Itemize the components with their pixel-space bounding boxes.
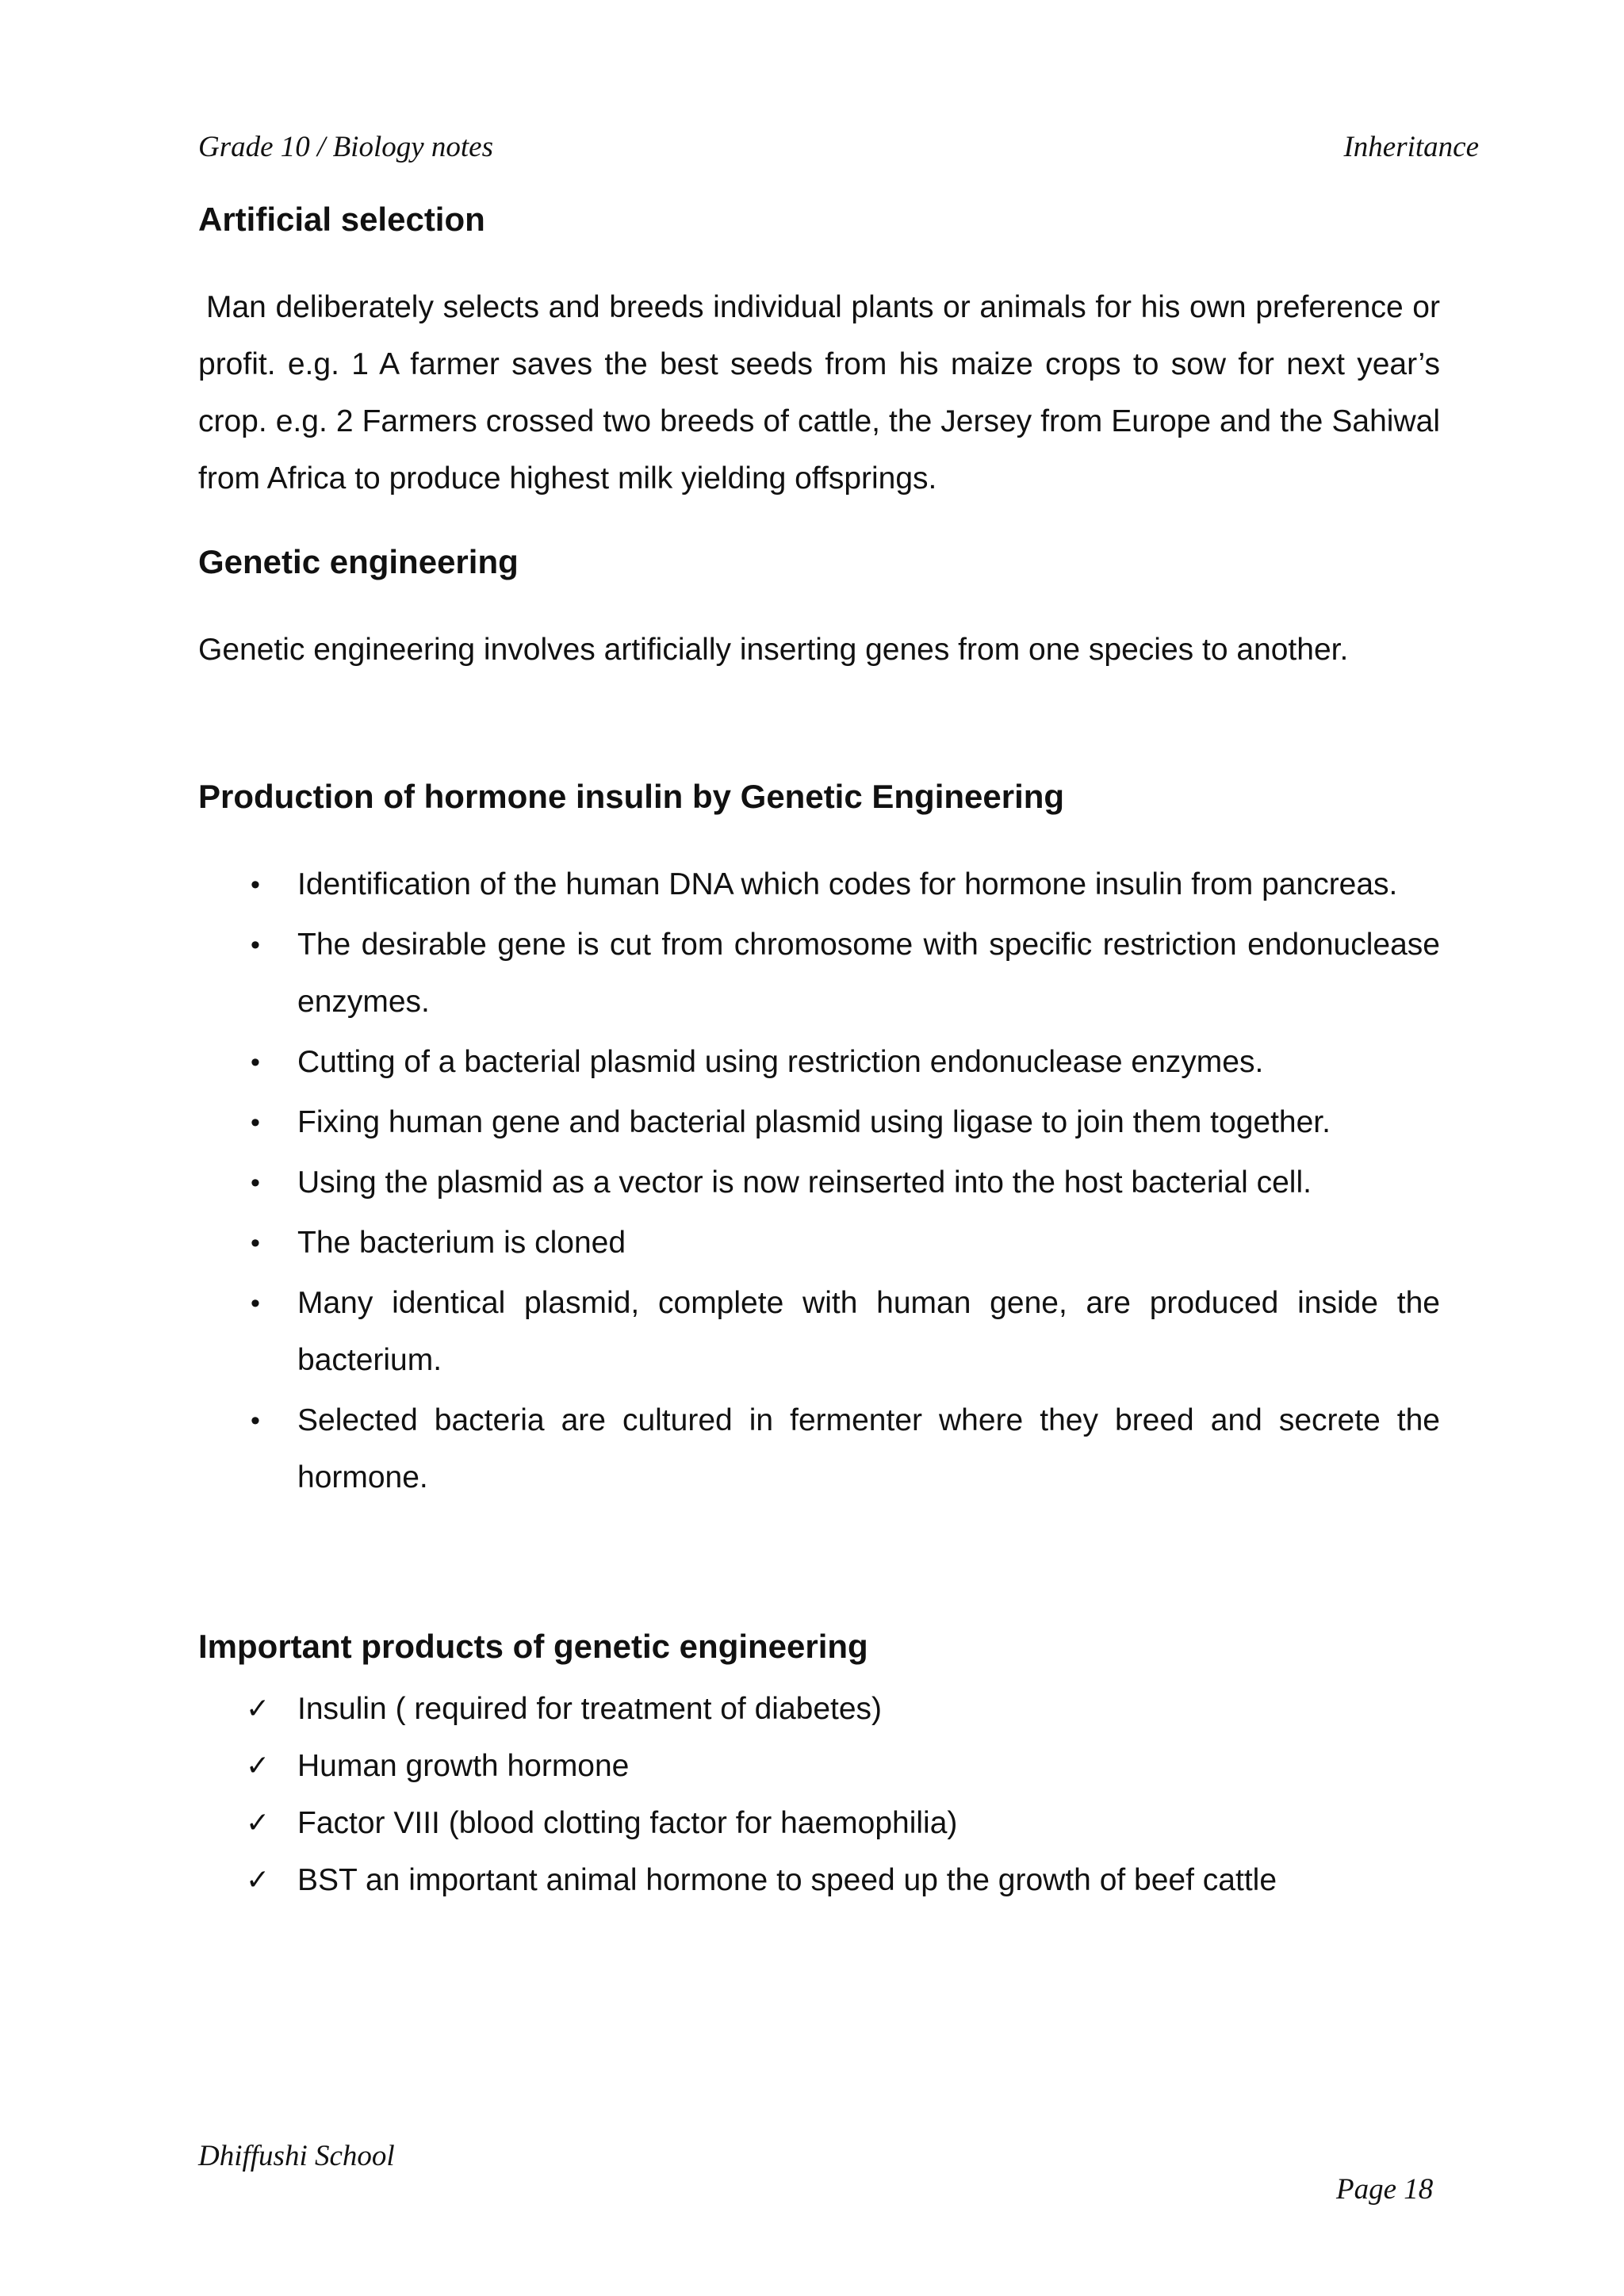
- list-item: • The desirable gene is cut from chromosome with specific restriction endonuclease enzymes.: [198, 916, 1440, 1031]
- heading-genetic-engineering: Genetic engineering: [198, 543, 519, 580]
- bullet-icon: •: [251, 1228, 260, 1258]
- list-item: • Fixing human gene and bacterial plasmid using ligase to join them together.: [198, 1094, 1440, 1151]
- list-item: ✓ BST an important animal hormone to speed up the growth of beef cattle: [198, 1852, 1440, 1909]
- bullet-icon: •: [251, 1108, 260, 1138]
- list-item: • The bacterium is cloned: [198, 1215, 1440, 1272]
- bullet-icon: •: [251, 870, 260, 900]
- heading-insulin-production: Production of hormone insulin by Genetic Engineering: [198, 778, 1065, 815]
- list-item: • Many identical plasmid, complete with human gene, are produced inside the bacterium.: [198, 1275, 1440, 1389]
- list-item: ✓ Human growth hormone: [198, 1738, 1440, 1795]
- list-item: • Using the plasmid as a vector is now reinserted into the host bacterial cell.: [198, 1154, 1440, 1211]
- paragraph-artificial-selection: Man deliberately selects and breeds individual plants or animals for his own preference or profit. e.g. 1 A farmer saves the best seeds from his maize crops to sow for next year’s crop. e.g. 2 Farmers crossed two breeds of cattle, the Jersey from Europe and the Sahiwal from Africa to produce highest milk yielding offsprings.: [198, 290, 1440, 496]
- footer-school-name: Dhiffushi School: [198, 2140, 395, 2172]
- bullet-icon: •: [251, 1168, 260, 1198]
- bullet-icon: •: [251, 930, 260, 960]
- products-list: [198, 1681, 1440, 1909]
- bullet-icon: •: [251, 1288, 260, 1318]
- bullet-icon: •: [251, 1406, 260, 1436]
- insulin-steps-list: [198, 856, 1440, 1510]
- checkmark-icon: ✓: [246, 1864, 270, 1896]
- list-item: ✓ Factor VIII (blood clotting factor for haemophilia): [198, 1795, 1440, 1852]
- checkmark-icon: ✓: [246, 1693, 270, 1725]
- checkmark-icon: ✓: [246, 1807, 270, 1839]
- heading-important-products: Important products of genetic engineering: [198, 1628, 868, 1665]
- list-item: • Cutting of a bacterial plasmid using restriction endonuclease enzymes.: [198, 1034, 1440, 1091]
- paragraph-genetic-engineering: Genetic engineering involves artificially inserting genes from one species to another.: [198, 633, 1349, 667]
- checkmark-icon: ✓: [246, 1750, 270, 1782]
- list-item: ✓ Insulin ( required for treatment of diabetes): [198, 1681, 1440, 1738]
- list-item: • Selected bacteria are cultured in fermenter where they breed and secrete the hormone.: [198, 1392, 1440, 1506]
- list-item: • Identification of the human DNA which codes for hormone insulin from pancreas.: [198, 856, 1440, 913]
- bullet-icon: •: [251, 1047, 260, 1077]
- footer-page-number: Page 18: [1336, 2173, 1434, 2206]
- header-document-title: Grade 10 / Biology notes: [198, 131, 494, 163]
- header-chapter-title: Inheritance: [1343, 131, 1479, 163]
- heading-artificial-selection: Artificial selection: [198, 201, 485, 238]
